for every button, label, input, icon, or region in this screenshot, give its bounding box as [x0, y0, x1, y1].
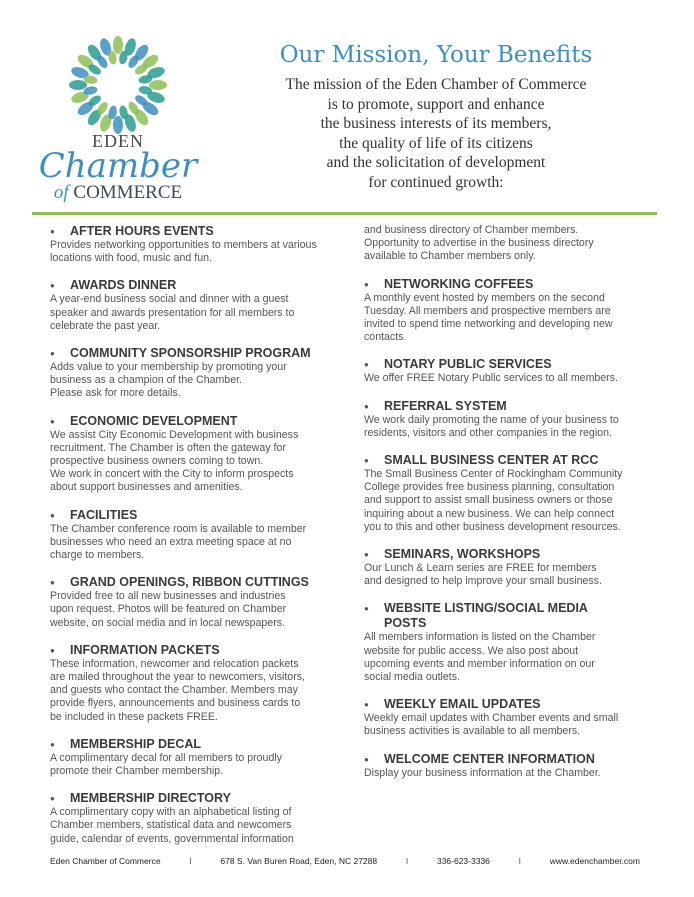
benefit-item [50, 737, 350, 778]
mission-line: and the solicitation of development [326, 154, 546, 171]
page-footer [50, 856, 640, 866]
divider-rule [32, 212, 657, 215]
mission-line: The mission of the Eden Chamber of Commerce [285, 76, 587, 93]
footer-org-name: Eden Chamber of Commerce [50, 856, 161, 866]
benefit-description: We work daily promoting the name of your business to residents, visitors and other companies in the region. [364, 413, 619, 439]
benefit-title: ● ECONOMIC DEVELOPMENT [50, 414, 350, 429]
benefit-continuation [364, 224, 660, 264]
benefit-description: The Chamber conference room is available to member businesses who need an extra meeting space at no charge to members. [50, 522, 307, 562]
benefit-title: ● WEBSITE LISTING/SOCIAL MEDIA POSTS [364, 601, 660, 631]
benefit-title: ● SMALL BUSINESS CENTER AT RCC [364, 453, 660, 468]
benefit-item [50, 414, 350, 495]
benefit-description: These information, newcomer and relocation packets are mailed throughout the year to newcomers, visitors, and guests who contact the Chamber. Members may provide flyers, announcements and business cards to be included in these packets FREE. [50, 657, 305, 723]
benefit-description: We offer FREE Notary Public services to all members. [364, 372, 618, 385]
benefit-item [364, 547, 660, 588]
logo-commerce-word: COMMERCE [73, 182, 183, 203]
leaf-wreath-icon [69, 36, 167, 134]
mission-title: Our Mission, Your Benefits [279, 42, 593, 68]
benefit-item [50, 278, 350, 333]
benefits-left-column [50, 224, 350, 859]
logo-eden-text: EDEN [92, 131, 144, 151]
leaf-shape [113, 36, 123, 54]
benefit-title: ● COMMUNITY SPONSORSHIP PROGRAM [50, 346, 350, 361]
benefit-title: ● MEMBERSHIP DIRECTORY [50, 791, 350, 806]
benefit-title: ● NOTARY PUBLIC SERVICES [364, 357, 660, 372]
mission-line: the quality of life of its citizens [339, 134, 533, 152]
benefit-item [50, 508, 350, 563]
benefit-title: ● WELCOME CENTER INFORMATION [364, 752, 660, 767]
benefit-description: Adds value to your membership by promoting your business as a champion of the Chamber. Please ask for more details. [50, 361, 287, 400]
footer-separator: I [518, 856, 522, 866]
benefit-description: Provides networking opportunities to members at various locations with food, music and fun. [50, 239, 317, 265]
benefit-item [50, 791, 350, 846]
benefit-title: ● NETWORKING COFFEES [364, 277, 660, 292]
footer-separator: I [405, 856, 409, 866]
benefit-item [50, 643, 350, 724]
benefit-item [50, 224, 350, 265]
benefit-description: and business directory of Chamber members. Opportunity to advertise in the business directory available to Chamber members only. [364, 224, 594, 263]
benefit-title: ● AWARDS DINNER [50, 278, 350, 293]
benefit-description: Display your business information at the Chamber. [364, 766, 601, 779]
benefit-item [50, 575, 350, 630]
benefit-title: ● INFORMATION PACKETS [50, 643, 350, 658]
leaf-shape [149, 80, 167, 90]
benefit-description: A complimentary copy with an alphabetical listing of Chamber members, statistical data and newcomers guide, calendar of events, governmental information [50, 806, 294, 845]
benefit-item [364, 453, 660, 534]
footer-website-link[interactable]: www.edenchamber.com [549, 856, 640, 866]
footer-separator: I [189, 856, 192, 866]
benefit-item [364, 697, 660, 738]
benefit-description: We assist City Economic Development with business recruitment. The Chamber is often the gateway for prospective business owners coming to town. We work in concert with the City to inform prospects about support businesses and amenities. [50, 428, 299, 494]
benefit-description: Provided free to all new businesses and industries upon request. Photos will be featured on Chamber website, on social media and in local newspapers. [50, 590, 287, 629]
benefit-title: ● GRAND OPENINGS, RIBBON CUTTINGS [50, 575, 350, 590]
logo-of-text: of [53, 182, 69, 203]
benefit-description: Weekly email updates with Chamber events and small business activities is available to all members. [364, 712, 619, 738]
mission-line: for continued growth: [368, 173, 504, 191]
benefit-item [364, 399, 660, 440]
benefit-title: ● FACILITIES [50, 508, 350, 523]
benefit-item [364, 277, 660, 345]
benefit-title: ● REFERRAL SYSTEM [364, 399, 660, 414]
benefit-title: ● MEMBERSHIP DECAL [50, 737, 350, 752]
benefit-description: A complimentary decal for all members to proudly promote their Chamber membership. [50, 751, 282, 778]
footer-phone: 336-623-3336 [436, 856, 490, 866]
benefit-item [50, 346, 350, 401]
footer-address: 678 S. Van Buren Road, Eden, NC 27288 [220, 856, 378, 866]
benefit-description: Our Lunch & Learn series are FREE for members and designed to help improve your small business. [364, 562, 602, 588]
benefit-item [364, 601, 660, 684]
benefit-item [364, 752, 660, 780]
benefit-description: The Small Business Center of Rockingham Community College provides free business planning, consultation and support to assist small business owners or those inquiring about a new business. We can help connect you to this and other business development resources. [364, 468, 623, 533]
logo-chamber-text: Chamber [38, 146, 198, 186]
leaf-shape [69, 80, 87, 90]
mission-line: is to promote, support and enhance [327, 95, 545, 113]
mission-statement [240, 75, 632, 192]
benefit-description: A monthly event hosted by members on the second Tuesday. All members and prospective members are invited to spend time networking and developing new contacts. [364, 291, 613, 344]
benefit-description: A year-end business social and dinner with a guest speaker and awards presentation for all members to celebrate the past year. [50, 293, 295, 332]
benefit-description: All members information is listed on the Chamber website for public access. We also post about upcoming events and member information on our social media outlets. [364, 631, 596, 684]
benefit-title: ● WEEKLY EMAIL UPDATES [364, 697, 660, 712]
benefit-item [364, 357, 660, 385]
benefit-title: ● SEMINARS, WORKSHOPS [364, 547, 660, 562]
benefit-title: ● AFTER HOURS EVENTS [50, 224, 350, 239]
logo-commerce-text [38, 182, 198, 204]
chamber-logo [38, 36, 200, 204]
benefits-right-column [364, 224, 660, 793]
mission-line: the business interests of its members, [320, 115, 552, 132]
